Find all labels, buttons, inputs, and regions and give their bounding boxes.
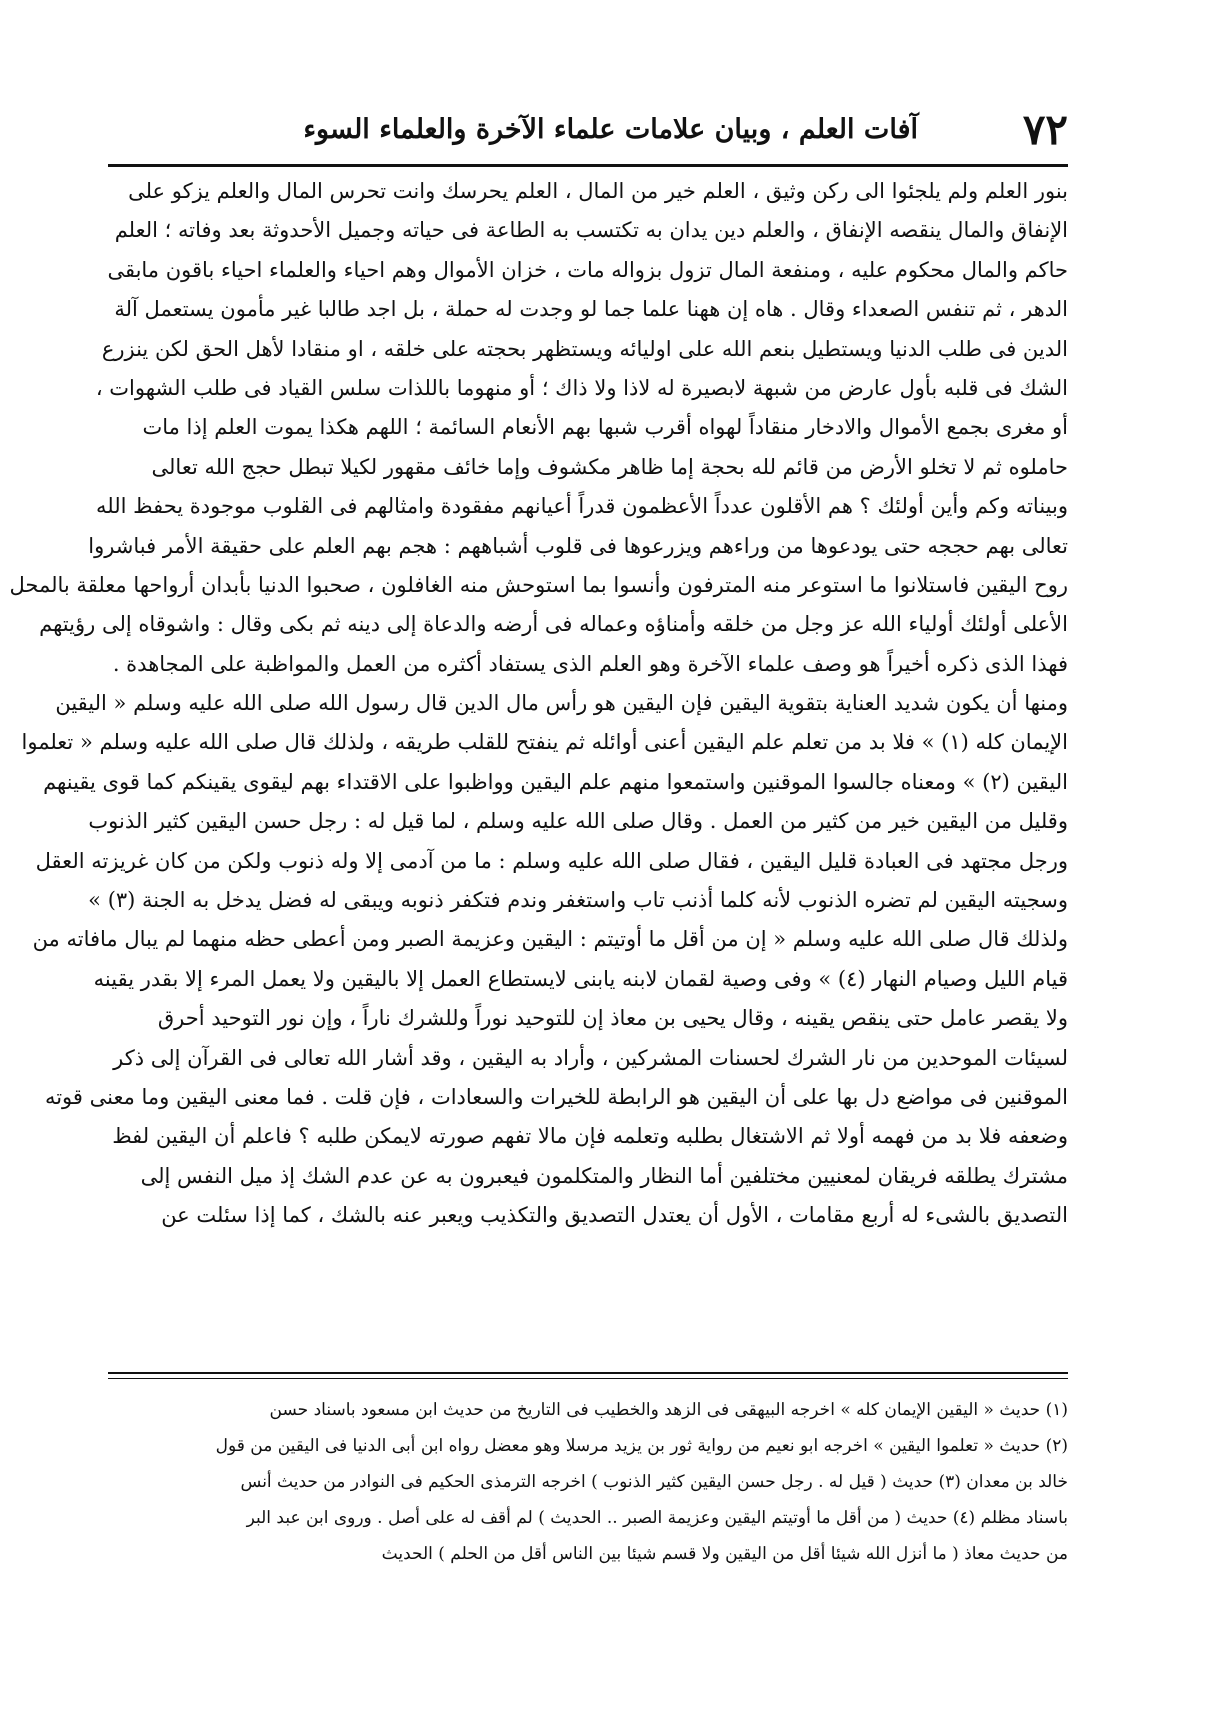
text-line: وبيناته وكم وأين أولئك ؟ هم الأقلون عدداً الأعظمون قدراً أعيانهم مفقودة وامثالهم فى القلوب موجودة يحفظ الله bbox=[96, 494, 1068, 519]
text-line: لسيئات الموحدين من نار الشرك لحسنات المشركين ، وأراد به اليقين ، وقد أشار الله تعالى فى القرآن إلى ذكر bbox=[113, 1045, 1068, 1070]
text-line: فهذا الذى ذكره أخيراً هو وصف علماء الآخرة وهو العلم الذى يستفاد أكثره من العمل والمواظبة على المجاهدة . bbox=[112, 651, 1068, 676]
footnote-rule-thin bbox=[108, 1378, 1068, 1379]
text-line: وسجيته اليقين لم تضره الذنوب لأنه كلما أذنب تاب واستغفر وندم فتكفر ذنوبه ويبقى له فضل يدخل به الجنة (٣) » bbox=[88, 888, 1068, 913]
text-line: تعالى بهم حججه حتى يودعوها من وراءهم ويزرعوها فى قلوب أشباههم : هجم بهم العلم على حقيقة الأمر فباشروا bbox=[88, 533, 1068, 558]
page-header bbox=[108, 100, 1068, 160]
footnote-line: خالد بن معدان (٣) حديث ( قيل له . رجل حسن اليقين كثير الذنوب ) اخرجه الترمذى الحكيم فى النوادر من حديث أنس bbox=[240, 1472, 1068, 1492]
text-line: ومنها أن يكون شديد العناية بتقوية اليقين فإن اليقين هو رأس مال الدين قال رسول الله صلى الله عليه وسلم « اليقين bbox=[55, 691, 1068, 716]
text-line: أو مغرى بجمع الأموال والادخار منقاداً لهواه أقرب شبها بهم الأنعام السائمة ؛ اللهم هكذا يموت العلم إذا مات bbox=[142, 415, 1068, 440]
text-line: الأعلى أولئك أولياء الله عز وجل من خلقه وأمناؤه وعماله فى أرضه والدعاة إلى دينه ثم بكى وقال : واشوقاه إلى رؤيتهم bbox=[39, 612, 1068, 637]
footnote-line: من حديث معاذ ( ما أنزل الله شيئا أقل من اليقين ولا قسم شيئا بين الناس أقل من الحلم ) الحديث bbox=[381, 1544, 1068, 1564]
footnote-line: (١) حديث « اليقين الإيمان كله » اخرجه البيهقى فى الزهد والخطيب فى التاريخ من حديث ابن مسعود باسناد حسن bbox=[269, 1400, 1068, 1420]
text-line: حاكم والمال محكوم عليه ، ومنفعة المال تزول بزواله مات ، خزان الأموال وهم احياء والعلماء احياء باقون مابقى bbox=[107, 257, 1068, 282]
text-line: بنور العلم ولم يلجئوا الى ركن وثيق ، العلم خير من المال ، العلم يحرسك وانت تحرس المال والعلم يزكو على bbox=[128, 179, 1068, 203]
text-line: التصديق بالشىء له أربع مقامات ، الأول أن يعتدل التصديق والتكذيب ويعبر عنه بالشك ، كما إذا سئلت عن bbox=[161, 1203, 1068, 1228]
text-line: ولذلك قال صلى الله عليه وسلم « إن من أقل ما أوتيتم : اليقين وعزيمة الصبر ومن أعطى حظه منهما لم يبال مافاته من bbox=[32, 927, 1068, 952]
text-line: الدهر ، ثم تنفس الصعداء وقال . هاه إن ههنا علما جما لو وجدت له حملة ، بل اجد طالبا غير مأمون يستعمل آلة bbox=[114, 297, 1068, 322]
text-line: حاملوه ثم لا تخلو الأرض من قائم لله بحجة إما ظاهر مكشوف وإما خائف مقهور لكيلا تبطل حجج الله تعالى bbox=[151, 454, 1068, 479]
text-line: قيام الليل وصيام النهار (٤) » وفى وصية لقمان لابنه يابنى لايستطاع العمل إلا باليقين ولا يعمل المرء إلا بقدر يقينه bbox=[93, 966, 1068, 991]
text-line: الموقنين فى مواضع دل بها على أن اليقين هو الرابطة للخيرات والسعادات ، فإن قلت . فما معنى اليقين وما معنى قوته bbox=[44, 1084, 1068, 1109]
page-number: ٧٢ bbox=[1022, 105, 1068, 154]
text-line: مشترك يطلقه فريقان لمعنيين مختلفين أما النظار والمتكلمون فيعبرون به عن عدم الشك إذ ميل النفس إلى bbox=[140, 1163, 1068, 1188]
running-title: آفات العلم ، وبيان علامات علماء الآخرة والعلماء السوء bbox=[303, 114, 918, 145]
text-line: الشك فى قلبه بأول عارض من شبهة لابصيرة له لاذا ولا ذاك ؛ أو منهوما باللذات سلس القياد فى طلب الشهوات ، bbox=[95, 375, 1068, 400]
text-line: الإيمان كله (١) » فلا بد من تعلم علم اليقين أعنى أوائله ثم ينفتح للقلب طريقه ، ولذلك قال صلى الله عليه وسلم « تعلموا bbox=[21, 730, 1068, 755]
text-line: روح اليقين فاستلانوا ما استوعر منه المترفون وأنسوا بما استوحش منه الغافلون ، صحبوا الدنيا بأبدان أرواحها معلقة بالمحل bbox=[9, 572, 1068, 597]
text-line: وقليل من اليقين خير من كثير من العمل . وقال صلى الله عليه وسلم ، لما قيل له : رجل حسن اليقين كثير الذنوب bbox=[88, 809, 1068, 834]
text-line: ولا يقصر عامل حتى ينقص يقينه ، وقال يحيى بن معاذ إن للتوحيد نوراً وللشرك ناراً ، وإن نور التوحيد أحرق bbox=[157, 1006, 1068, 1031]
main-text bbox=[9, 172, 1068, 1236]
text-line: الإنفاق والمال ينقصه الإنفاق ، والعلم دين يدان به تكتسب به الطاعة فى حياته وجميل الأحدوثة بعد وفاته ؛ العلم bbox=[114, 218, 1068, 243]
header-rule bbox=[108, 164, 1068, 167]
text-line: ورجل مجتهد فى العبادة قليل اليقين ، فقال صلى الله عليه وسلم : ما من آدمى إلا وله ذنوب ولكن من كان غريزته العقل bbox=[35, 848, 1068, 873]
text-line: الدين فى طلب الدنيا ويستطيل بنعم الله على اوليائه ويستظهر بحجته على خلقه ، او منقادا لأهل الحق لكن ينزرع bbox=[101, 336, 1068, 361]
footnote-line: باسناد مظلم (٤) حديث ( من أقل ما أوتيتم اليقين وعزيمة الصبر .. الحديث ) لم أقف له على أصل . وروى ابن عبد البر bbox=[246, 1508, 1068, 1528]
text-line: وضعفه فلا بد من فهمه أولا ثم الاشتغال بطلبه وتعلمه فإن مالا تفهم صورته لايمكن طلبه ؟ فاعلم أن اليقين لفظ bbox=[112, 1124, 1068, 1149]
text-line: اليقين (٢) » ومعناه جالسوا الموقنين واستمعوا منهم علم اليقين وواظبوا على الاقتداء بهم ليقوى يقينكم كما قوى يقينهم bbox=[43, 769, 1068, 794]
footnote-rule bbox=[108, 1372, 1068, 1374]
footnote-line: (٢) حديث « تعلموا اليقين » اخرجه ابو نعيم من رواية ثور بن يزيد مرسلا وهو معضل رواه ابن أبى الدنيا فى اليقين من قول bbox=[215, 1436, 1068, 1456]
footnotes bbox=[108, 1392, 1068, 1572]
